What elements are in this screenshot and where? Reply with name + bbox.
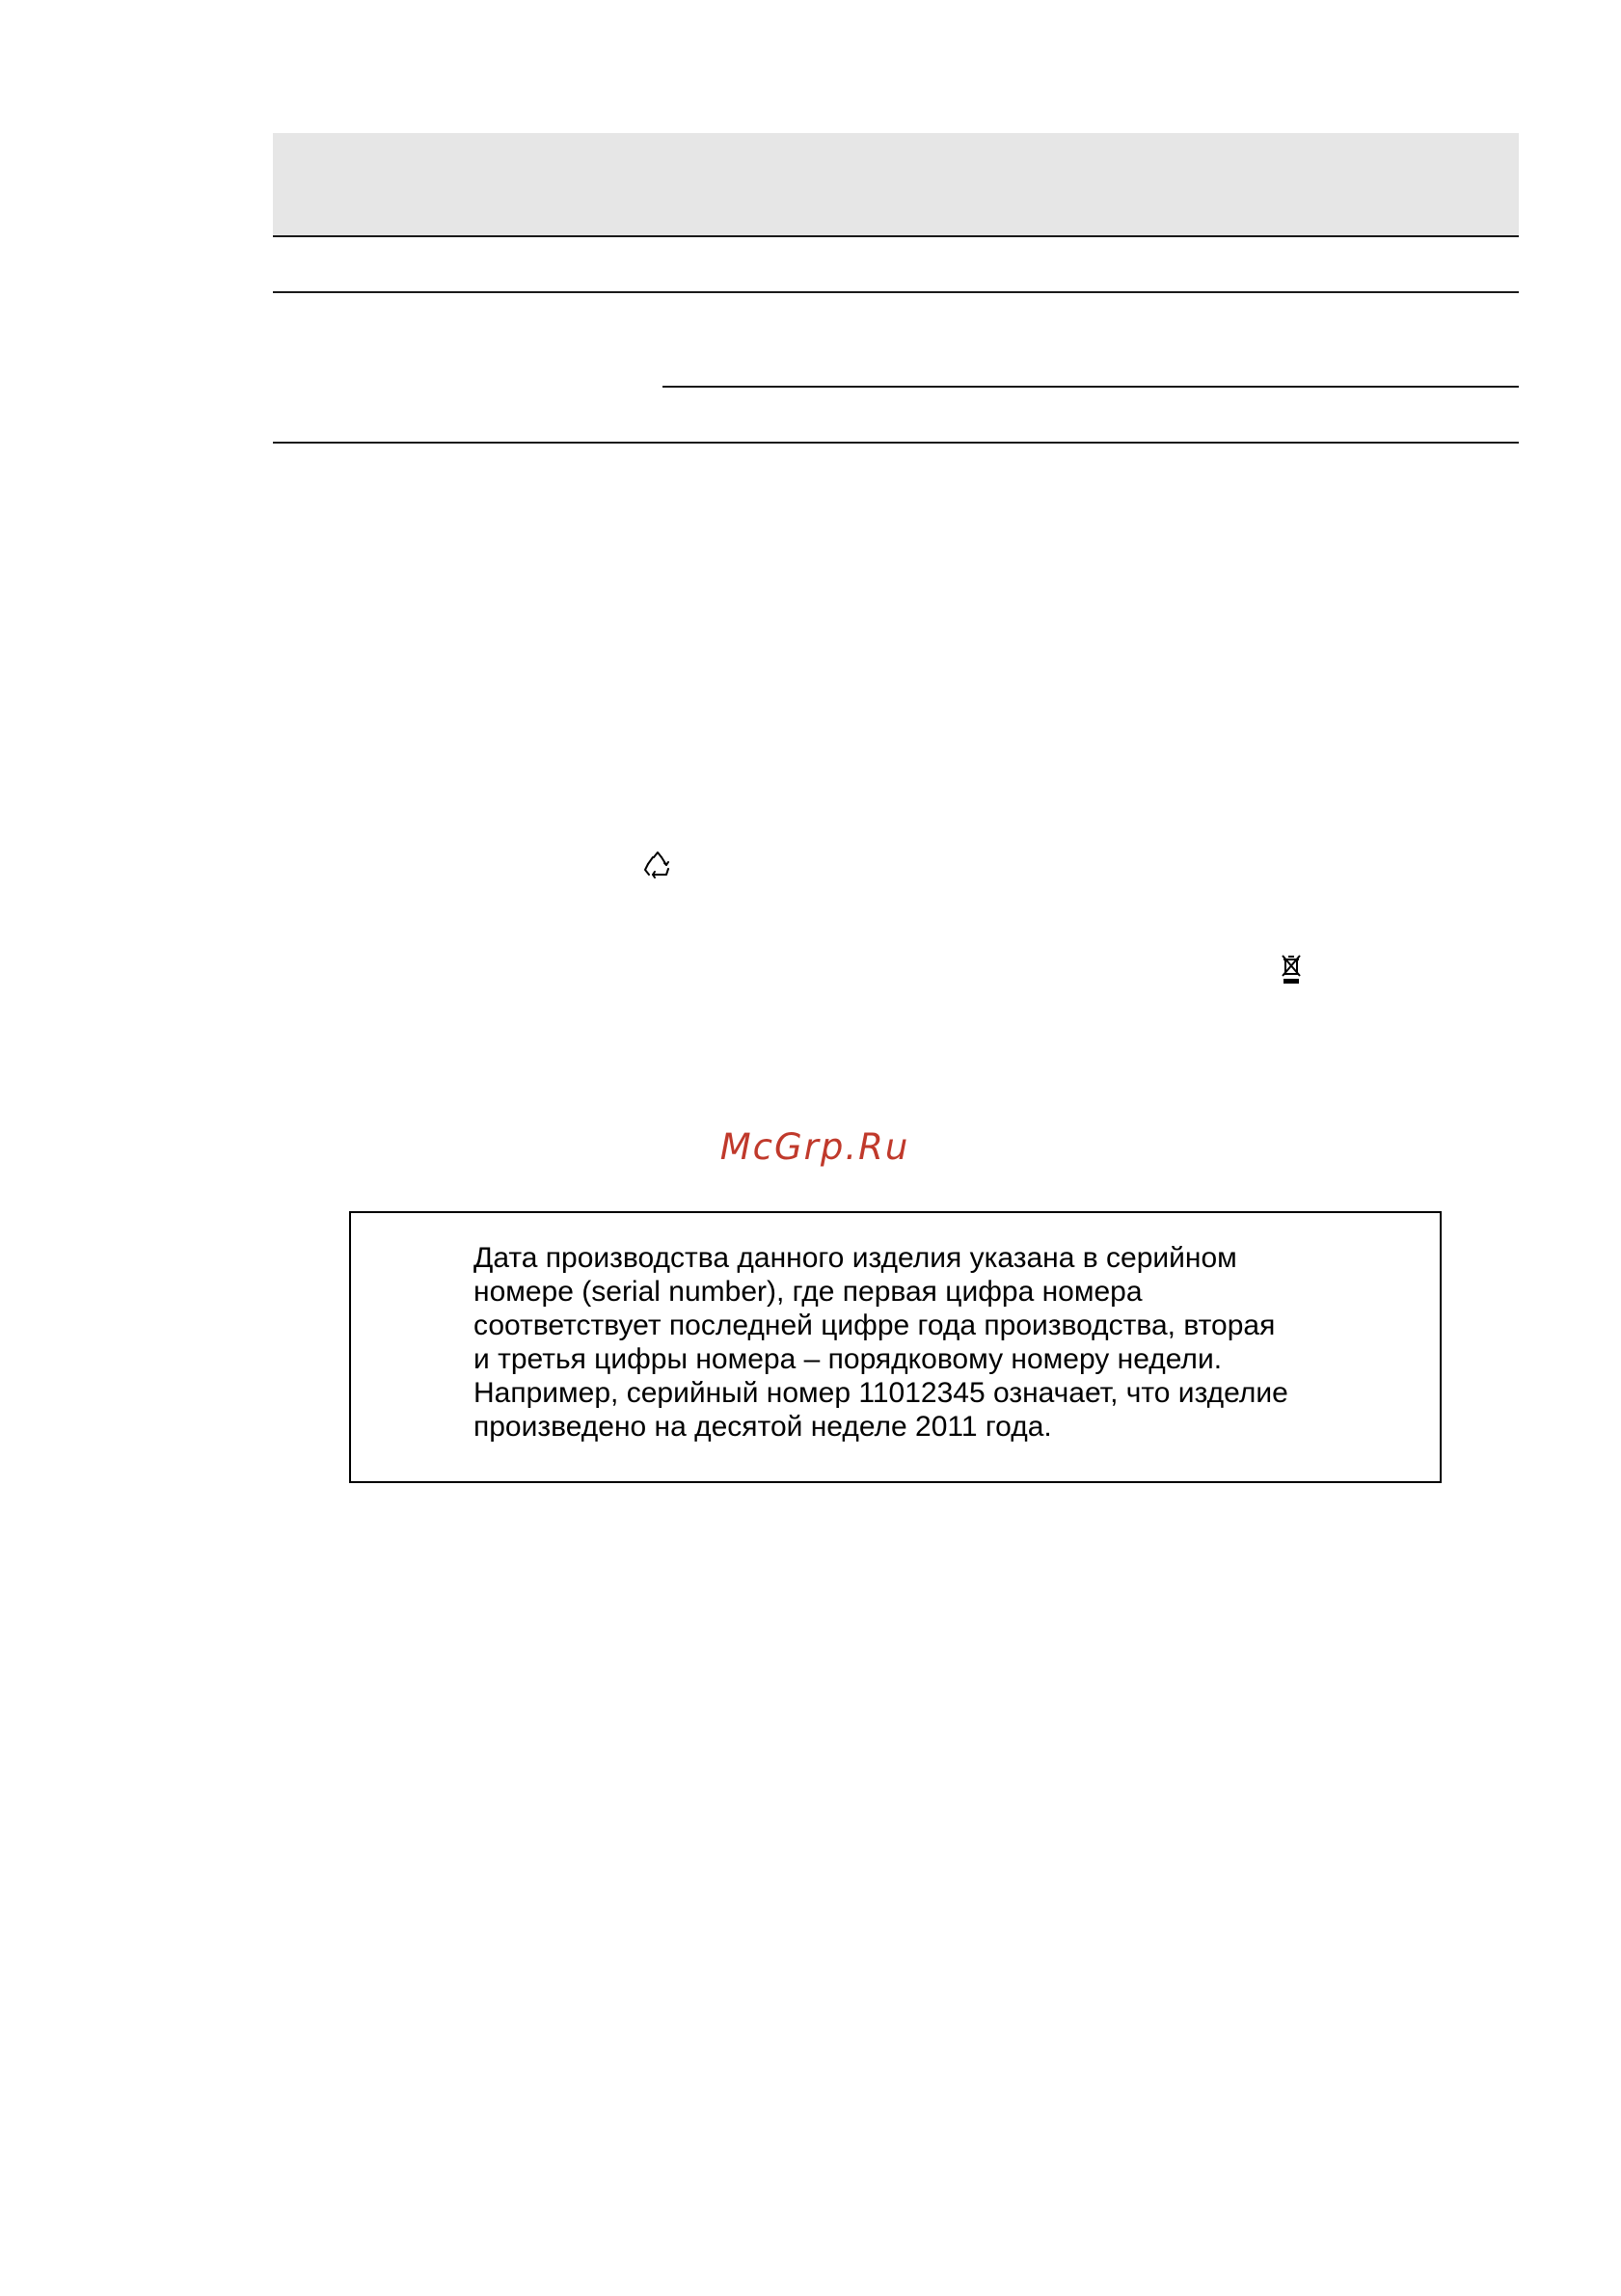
- table-header-band: [273, 133, 1519, 235]
- notice-line-2: номере (serial number), где первая цифра номера: [473, 1276, 1143, 1308]
- recycle-icon: [641, 850, 674, 882]
- notice-line-5: Например, серийный номер 11012345 означает, что изделие: [473, 1377, 1288, 1409]
- spec-table: [273, 133, 1519, 444]
- table-rule-2: [273, 291, 1519, 293]
- table-rule-3: [662, 386, 1519, 388]
- manufacture-date-notice: [349, 1211, 1442, 1483]
- table-rule-1: [273, 235, 1519, 237]
- table-rule-4: [273, 442, 1519, 444]
- notice-line-3: соответствует последней цифре года производства, вторая: [473, 1310, 1276, 1341]
- watermark-text: McGrp.Ru: [719, 1126, 910, 1168]
- notice-line-1: Дата производства данного изделия указана в серийном: [473, 1242, 1237, 1274]
- notice-paragraph: [473, 1241, 1399, 1444]
- notice-line-4: и третья цифры номера – порядковому номеру недели.: [473, 1343, 1223, 1375]
- crossed-out-bin-icon: [1280, 953, 1303, 986]
- notice-line-6: произведено на десятой неделе 2011 года.: [473, 1411, 1052, 1443]
